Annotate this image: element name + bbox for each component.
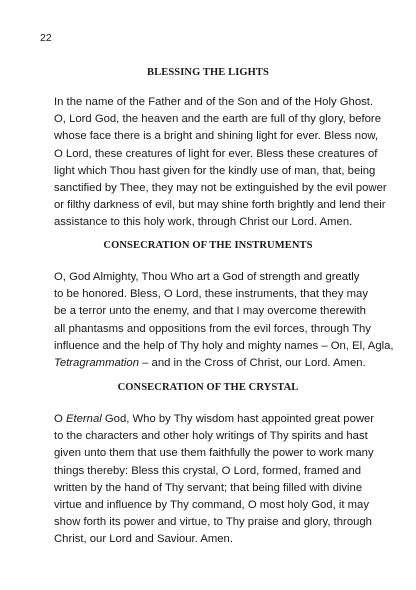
text-line: virtue and influence by Thy command, O most holy God, it may [54,499,369,512]
paragraph-consecration-of-the-instruments [54,269,394,372]
heading-blessing-the-lights: BLESSING THE LIGHTS [147,67,269,78]
italic-word: Eternal [65,413,102,425]
text-line: be a terror unto the enemy, and that I may overcome therewith [54,305,366,318]
text-line: O, Lord God, the heaven and the earth are full of thy glory, before [54,113,381,126]
text-line [54,411,380,428]
text-line: all phantasms and oppositions from the evil forces, through Thy [54,322,371,335]
text-line: O, God Almighty, Thou Who art a God of strength and greatly [54,271,360,283]
text-line: In the name of the Father and of the Son and of the Holy Ghost. [54,96,374,108]
text-fragment: O [54,413,66,425]
text-line: Christ, our Lord and Saviour. Amen. [54,533,233,546]
italic-word: Tetragrammation [54,357,139,370]
text-fragment: God, Who by Thy wisdom hast appointed great power [101,413,375,425]
heading-consecration-of-the-instruments: CONSECRATION OF THE INSTRUMENTS [103,240,313,251]
text-line: sanctified by Thee, they may not be extinguished by the evil power [54,182,387,195]
text-line: given unto them that use them faithfully the power to work many [54,447,374,460]
heading-consecration-of-the-crystal: CONSECRATION OF THE CRYSTAL [117,382,299,393]
text-fragment: – and in the Cross of Christ, our Lord. Amen. [138,357,366,370]
text-line: to the characters and other holy writings of Thy spirits and hast [54,430,368,443]
text-line [54,355,380,372]
text-line: O Lord, these creatures of light for ever. Bless these creatures of [54,147,378,160]
paragraph-blessing-the-lights [54,94,387,232]
text-line: show forth its power and virtue, to Thy praise and glory, through [54,516,372,529]
text-line: influence and the help of Thy holy and mighty names – On, El, Agla, [54,339,394,352]
text-line: written by the hand of Thy servant; that being filled with divine [54,481,363,494]
text-line: light which Thou hast given for the kindly use of man, that, being [54,164,376,177]
paragraph-consecration-of-the-crystal [54,411,380,549]
text-line: things thereby: Bless this crystal, O Lord, formed, framed and [54,464,362,477]
page-number: 22 [40,32,52,44]
text-line: assistance to this holy work, through Christ our Lord. Amen. [54,216,353,229]
text-line: or filthy darkness of evil, but may shine forth brightly and lend their [54,199,386,212]
text-line: whose face there is a bright and shining light for ever. Bless now, [54,130,379,143]
text-line: to be honored. Bless, O Lord, these instruments, that they may [54,288,368,301]
